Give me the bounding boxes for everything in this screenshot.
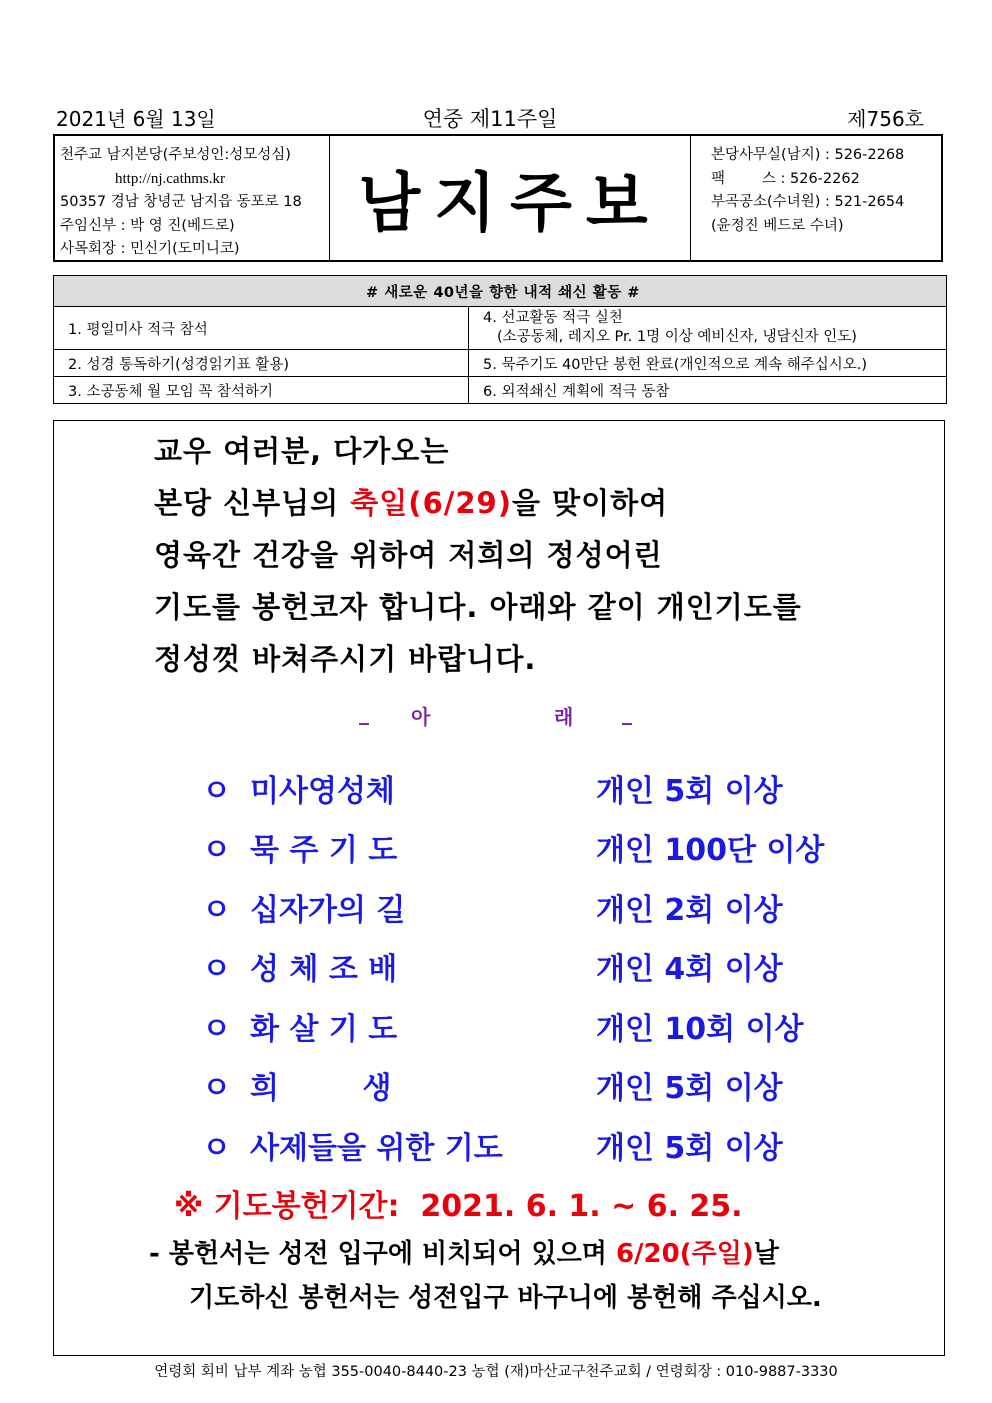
heading-dash: _ — [359, 701, 369, 725]
parish-address: 50357 경남 창녕군 남지읍 동포로 18 — [60, 194, 302, 210]
masthead — [53, 134, 943, 262]
table-row — [54, 350, 947, 377]
prayer-name: 묵 주 기 도 — [250, 833, 398, 868]
contact-info — [691, 136, 943, 260]
prayer-item — [202, 885, 405, 929]
issue-date: 2021년 6월 13일 — [56, 107, 216, 131]
office-phone: 본당사무실(남지) : 526-2268 — [711, 147, 905, 163]
deadline-date: 6/20(주일) — [615, 1239, 754, 1269]
prayer-count: 개인 5회 이상 — [596, 774, 783, 809]
bullet-icon: ㅇ — [202, 1131, 231, 1166]
pastor-name: 주임신부 : 박 영 진(베드로) — [60, 217, 235, 234]
prayer-item — [202, 766, 395, 810]
prayer-count: 개인 100단 이상 — [596, 833, 825, 868]
bullet-icon: ㅇ — [202, 833, 231, 868]
prayer-period: ※ 기도봉헌기간: 2021. 6. 1. ~ 6. 25. — [174, 1189, 743, 1224]
prayer-announcement-box — [53, 420, 945, 1356]
footer-account-info: 연령회 회비 납부 계좌 농협 355-0040-8440-23 농협 (재)마산교구천주교회 / 연령회장 : 010-9887-3330 — [154, 1364, 838, 1380]
activity-label: 4. 선교활동 적극 실천 — [483, 310, 623, 326]
bullet-icon: ㅇ — [202, 952, 231, 987]
activity-cell: 6. 외적쇄신 계획에 적극 동참 — [469, 377, 947, 404]
prayer-item — [202, 825, 397, 869]
parish-name: 천주교 남지본당(주보성인:성모성심) — [60, 147, 291, 163]
parish-url[interactable]: http://nj.cathms.kr — [115, 170, 225, 187]
prayer-item — [202, 1063, 392, 1107]
intro-line: 정성껏 바쳐주시기 바랍니다. — [154, 642, 537, 676]
intro-line: 기도를 봉헌코자 합니다. 아래와 같이 개인기도를 — [154, 590, 802, 624]
parish-info — [55, 136, 330, 260]
intro-line: 영육간 건강을 위하여 저희의 정성어린 — [154, 538, 663, 572]
intro-text: 을 맞이하여 — [511, 486, 669, 520]
bullet-icon: ㅇ — [202, 1012, 231, 1047]
bullet-icon: ㅇ — [202, 1071, 231, 1106]
renewal-activities-table — [53, 275, 947, 404]
activity-cell — [469, 307, 947, 350]
prayer-item — [202, 944, 397, 988]
note-text: - 봉헌서는 성전 입구에 비치되어 있으며 — [149, 1239, 616, 1269]
prayer-count: 개인 2회 이상 — [596, 893, 783, 928]
intro-text: 본당 신부님의 — [154, 486, 351, 520]
prayer-name: 사제들을 위한 기도 — [250, 1131, 503, 1166]
intro-line — [154, 481, 668, 522]
note-text: 날 — [753, 1239, 779, 1269]
prayer-item — [202, 1123, 503, 1167]
activity-cell: 1. 평일미사 적극 참석 — [54, 307, 469, 350]
bullet-icon: ㅇ — [202, 774, 231, 809]
table-heading: # 새로운 40년을 향한 내적 쇄신 활동 # — [54, 276, 947, 307]
activity-sub: (소공동체, 레지오 Pr. 1명 이상 예비신자, 냉담신자 인도) — [497, 329, 857, 345]
note-line — [149, 1233, 779, 1270]
feast-day: 축일(6/29) — [350, 486, 512, 520]
prayer-item — [202, 1004, 397, 1048]
intro-line: 교우 여러분, 다가오는 — [154, 434, 450, 468]
table-row — [54, 377, 947, 404]
prayer-name: 희 생 — [250, 1071, 392, 1106]
activity-cell: 5. 묵주기도 40만단 봉헌 완료(개인적으로 계속 해주십시오.) — [469, 350, 947, 377]
activity-cell: 2. 성경 통독하기(성경읽기표 활용) — [54, 350, 469, 377]
liturgical-week: 연중 제11주일 — [422, 107, 558, 131]
heading-dash: _ — [622, 701, 632, 725]
title-cell — [330, 136, 691, 260]
prayer-count: 개인 4회 이상 — [596, 952, 783, 987]
nun-name: (윤정진 베드로 수녀) — [711, 217, 844, 234]
issue-number: 제756호 — [847, 107, 924, 131]
prayer-name: 미사영성체 — [250, 774, 395, 809]
activity-cell: 3. 소공동체 월 모임 꼭 참석하기 — [54, 377, 469, 404]
heading-char: 아 — [411, 705, 431, 729]
bullet-icon: ㅇ — [202, 893, 231, 928]
convent-phone: 부곡공소(수녀원) : 521-2654 — [711, 194, 905, 210]
prayer-count: 개인 5회 이상 — [596, 1071, 783, 1106]
prayer-name: 성 체 조 배 — [250, 952, 398, 987]
bulletin-title: 남지주보 — [358, 166, 662, 241]
fax-number: 팩 스 : 526-2262 — [711, 170, 860, 187]
prayer-name: 십자가의 길 — [250, 893, 406, 928]
prayer-name: 화 살 기 도 — [250, 1012, 398, 1047]
council-chair: 사목회장 : 민신기(도미니코) — [60, 241, 240, 257]
heading-char: 래 — [554, 705, 574, 729]
note-line: 기도하신 봉헌서는 성전입구 바구니에 봉헌해 주십시오. — [189, 1283, 822, 1313]
table-row — [54, 307, 947, 350]
prayer-count: 개인 5회 이상 — [596, 1131, 783, 1166]
dateline — [56, 104, 924, 134]
prayer-count: 개인 10회 이상 — [596, 1012, 804, 1047]
